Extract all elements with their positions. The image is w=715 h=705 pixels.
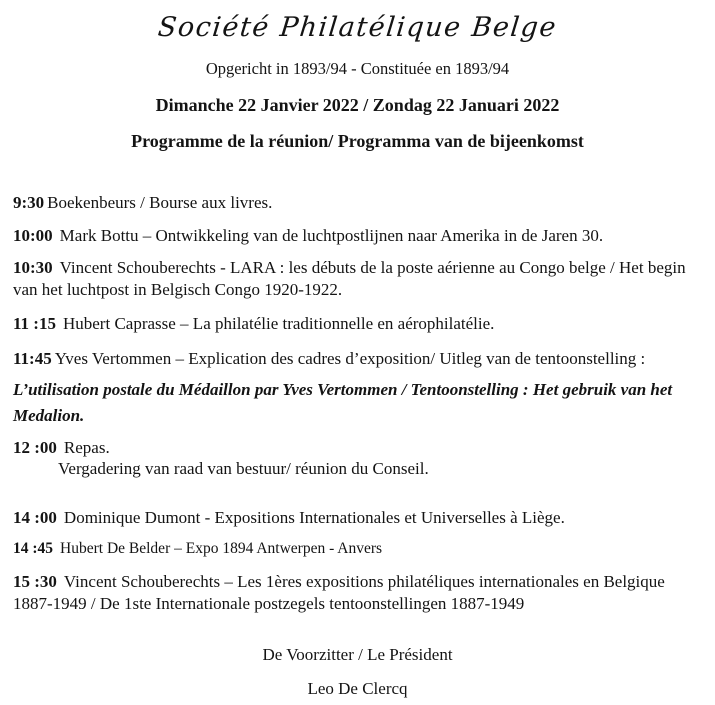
program-item-time: 11:45 <box>13 349 52 368</box>
program-item-time: 11 :15 <box>13 314 56 333</box>
date-heading: Dimanche 22 Janvier 2022 / Zondag 22 Januari 2022 <box>155 95 560 115</box>
program-item-line <box>13 437 705 458</box>
signature-name: Leo De Clercq <box>307 679 408 698</box>
program-item-text: Repas. <box>63 438 110 457</box>
program-heading: Programme de la réunion/ Programma van de bijeenkomst <box>131 131 584 151</box>
founded-subtitle: Opgericht in 1893/94 - Constituée en 1893/94 <box>205 59 510 78</box>
program-item-note: Vergadering van raad van bestuur/ réunion du Conseil. <box>58 459 429 478</box>
signature-title: De Voorzitter / Le Président <box>262 645 453 664</box>
program-item-time: 14 :00 <box>13 508 57 527</box>
program-item-text: Boekenbeurs / Bourse aux livres. <box>47 193 273 212</box>
program-item <box>13 348 705 370</box>
program-item <box>13 257 705 301</box>
program-item-text: Vincent Schouberechts – Les 1ères expositions philatéliques internationales en Belgique 1887-1949 / De 1ste Internationale postzegels tentoonstellingen 1887-1949 <box>13 572 665 613</box>
program-item-time: 14 :45 <box>13 540 54 557</box>
program-item-time: 15 :30 <box>13 572 57 591</box>
program-item-text: Hubert Caprasse – La philatélie traditionnelle en aérophilatélie. <box>62 314 495 333</box>
program-item-time: 12 :00 <box>13 438 57 457</box>
program-item <box>13 225 705 247</box>
program-item-text: Yves Vertommen – Explication des cadres d’exposition/ Uitleg van de tentoonstelling : <box>54 349 646 368</box>
program-item-time: 9:30 <box>13 193 45 212</box>
program-item-time: 10:00 <box>13 226 53 245</box>
program-item <box>13 313 705 335</box>
society-title: Société Philatélique Belge <box>156 12 559 43</box>
program-item <box>13 192 705 214</box>
program-item <box>13 507 705 529</box>
program-item <box>13 571 705 615</box>
program-item-text: Mark Bottu – Ontwikkeling van de luchtpostlijnen naar Amerika in de Jaren 30. <box>59 226 604 245</box>
program-item-text: Vincent Schouberechts - LARA : les débuts de la poste aérienne au Congo belge / Het begin van het luchtpost in Belgisch Congo 1920-1922. <box>13 258 686 299</box>
program-item-time: 10:30 <box>13 258 53 277</box>
program-item-text: Hubert De Belder – Expo 1894 Antwerpen - Anvers <box>60 540 383 557</box>
program-highlight: L’utilisation postale du Médaillon par Yves Vertommen / Tentoonstelling : Het gebruik van het Medalion. <box>13 380 673 425</box>
program-item <box>13 437 705 479</box>
program-item <box>13 538 705 560</box>
program-item-text: Dominique Dumont - Expositions Internationales et Universelles à Liège. <box>63 508 565 527</box>
